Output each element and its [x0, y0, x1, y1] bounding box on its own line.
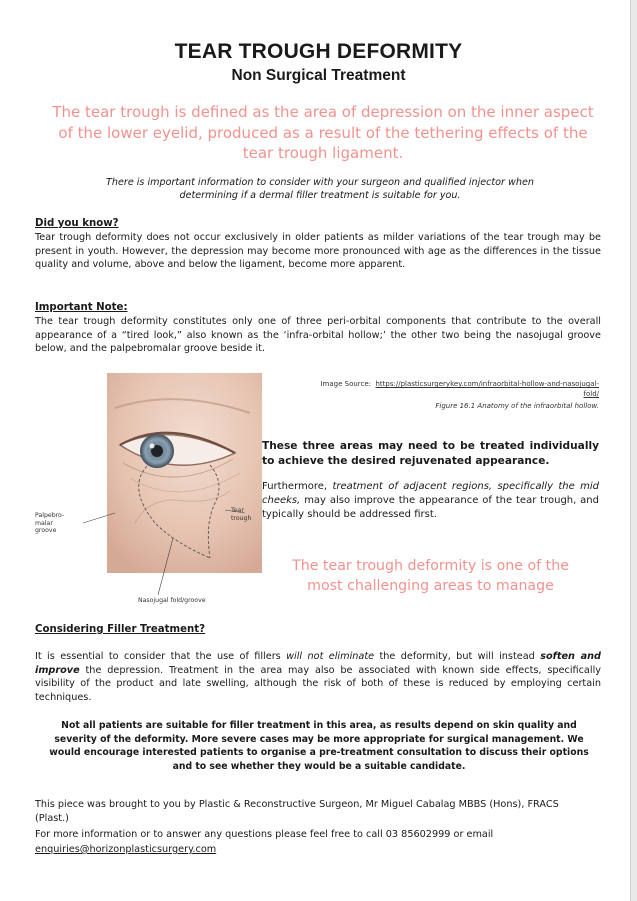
image-source — [290, 379, 599, 399]
pull-quote — [262, 556, 599, 596]
adjacent-regions-text — [262, 480, 599, 522]
figure-label-line: trough — [231, 514, 252, 522]
filler-italic: will not eliminate — [286, 651, 375, 662]
filler-text: the deformity, but will instead — [374, 651, 541, 662]
text-suffix: may also improve the appearance of the tear trough, and typically should be addressed first. — [262, 495, 599, 520]
lead-definition — [36, 102, 610, 164]
lead-line: The tear trough is defined as the area of depression on the inner aspect — [52, 103, 594, 121]
label-palpebromalar-groove — [35, 512, 64, 535]
note-line: Not all patients are suitable for filler treatment in this area, as results depend on skin quality and — [61, 720, 577, 731]
figure-label-line: Tear — [231, 507, 244, 514]
filler-bold: soften and improve — [35, 651, 601, 676]
text-emphasis: treatment of adjacent regions, specifically the mid cheeks, — [262, 481, 599, 506]
footer-email-row — [35, 843, 595, 857]
did-you-know-body: Tear trough deformity does not occur exclusively in older patients as milder variations of the tear trough may be present in youth. However, the depression may become more pronounced with age as the differences in the tissue quality and volume, above and below the ligament, become more apparent. — [35, 232, 601, 270]
footer-credit: This piece was brought to you by Plastic & Reconstructive Surgeon, Mr Miguel Cabalag MBBS (Hons), FRACS (Plast.) — [35, 799, 559, 824]
note-line: severity of the deformity. More severe cases may be more appropriate for surgical management. We — [54, 733, 584, 745]
figure-label-line: Palpebro- — [35, 512, 65, 519]
figure-caption: Figure 16.1 Anatomy of the infraorbital hollow. — [435, 402, 599, 410]
note-line: and to see whether they would be a suitable candidate. — [172, 760, 466, 772]
page-subtitle: Non Surgical Treatment — [231, 67, 406, 84]
figure-label-line: groove — [35, 527, 57, 534]
note-line: would encourage interested patients to organise a pre-treatment consultation to discuss their options — [49, 747, 589, 758]
eye-anatomy-figure — [35, 373, 280, 608]
source-prefix: Image Source: — [320, 380, 372, 388]
filler-body — [35, 650, 601, 704]
footer-contact: For more information or to answer any questions please feel free to call 03 85602999 or email — [35, 829, 494, 840]
source-line — [290, 389, 599, 399]
page-title: TEAR TROUGH DEFORMITY — [174, 40, 463, 63]
label-nasojugal-fold: Nasojugal fold/groove — [138, 597, 206, 604]
did-you-know-heading: Did you know? — [35, 218, 119, 229]
label-tear-trough — [231, 507, 251, 522]
quote-line: most challenging areas to manage — [307, 578, 554, 594]
source-link[interactable]: https://plasticsurgerykey.com/infraorbital-hollow-and-nasojugal- — [375, 380, 599, 388]
text-prefix: Furthermore, — [262, 481, 333, 492]
filler-text: the depression. Treatment in the area may also be associated with known side effects, specifically visibility of the product and late swelling, although the risk of both of these is reduced by employing certain techniques. — [35, 664, 601, 703]
lead-line: tear trough ligament. — [242, 144, 404, 162]
suitability-note — [46, 719, 592, 773]
figure-label-line: malar — [35, 519, 53, 527]
important-note-body: The tear trough deformity constitutes only one of three peri-orbital components that contribute to the overall appearance of a “tired look,” also known as the ‘infra-orbital hollow;’ the other two being the nasojugal groove below, and the palpebromalar groove beside it. — [35, 316, 601, 354]
email-link[interactable]: enquiries@horizonplasticsurgery.com — [35, 844, 217, 855]
intro-line: There is important information to consider with your surgeon and qualified injector when — [106, 177, 534, 188]
lead-line: of the lower eyelid, produced as a result of the tethering effects of the — [58, 123, 588, 142]
page-edge — [630, 0, 637, 901]
treatment-emphasis: These three areas may need to be treated individually to achieve the desired rejuvenated appearance. — [262, 440, 599, 467]
source-link-continued[interactable]: fold/ — [583, 390, 599, 398]
intro-line: determining if a dermal filler treatment is suitable for you. — [179, 190, 461, 201]
source-line — [290, 379, 599, 389]
eye-illustration — [35, 373, 280, 608]
intro-note — [40, 176, 600, 202]
filler-heading: Considering Filler Treatment? — [35, 624, 206, 635]
filler-text: It is essential to consider that the use of fillers — [35, 651, 287, 662]
important-note-heading: Important Note: — [35, 302, 128, 313]
quote-line: The tear trough deformity is one of the — [292, 558, 569, 574]
